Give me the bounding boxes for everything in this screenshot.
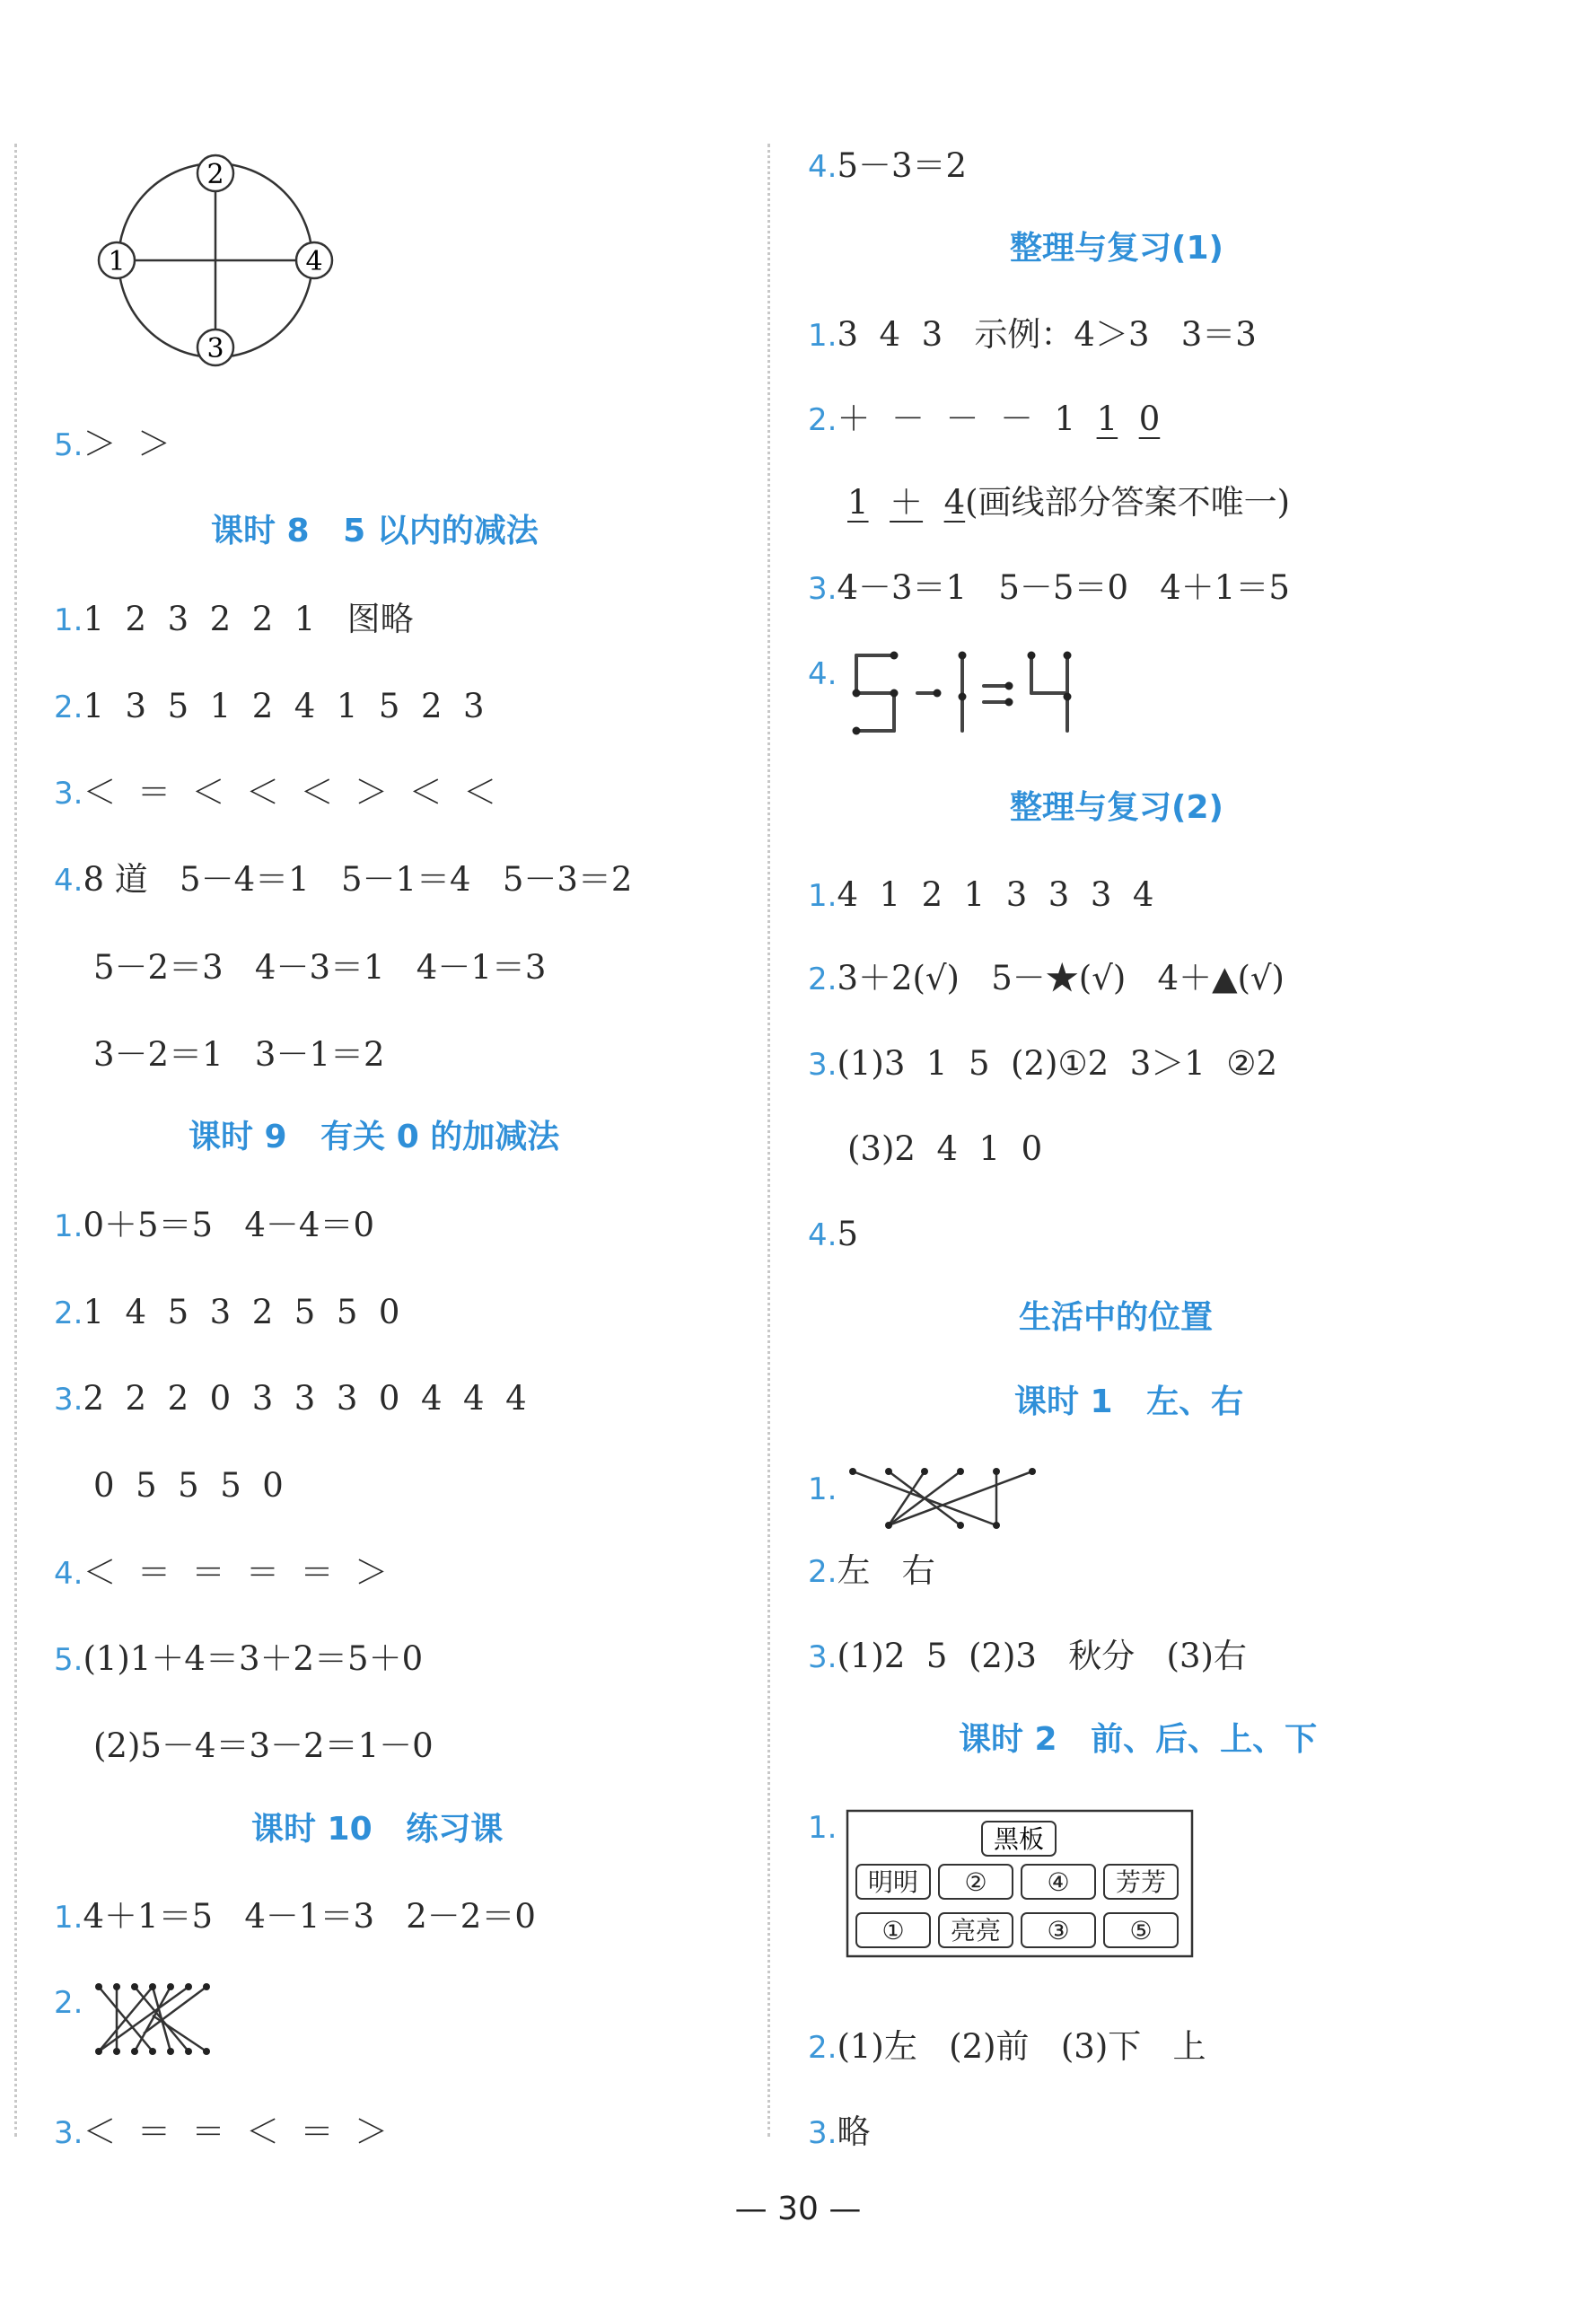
answer-line: 4.5－3＝2 bbox=[808, 146, 968, 185]
svg-text:3: 3 bbox=[206, 333, 224, 364]
circle-diagram bbox=[94, 148, 390, 382]
svg-text:黑板: 黑板 bbox=[993, 1824, 1045, 1854]
answer-line: 3.4－3＝1 5－5＝0 4＋1＝5 bbox=[808, 568, 1290, 607]
seat-label: ③ bbox=[1047, 1916, 1070, 1945]
answer-line: (3)2 4 1 0 bbox=[847, 1129, 1043, 1168]
answer-line: 3－2＝1 3－1＝2 bbox=[93, 1035, 385, 1074]
lesson-2-title: 课时 2 前、后、上、下 bbox=[959, 1721, 1318, 1758]
seat-label: ① bbox=[881, 1916, 905, 1945]
node-3 bbox=[197, 329, 233, 365]
answer-line: 2.1 3 5 1 2 4 1 5 2 3 bbox=[54, 687, 485, 725]
answer-line: 1.3 4 3 示例：4＞3 3＝3 bbox=[808, 315, 1257, 354]
answer-line: 2.左 右 bbox=[808, 1551, 935, 1590]
answer-line: 1.0＋5＝5 4－4＝0 bbox=[54, 1206, 374, 1244]
answer-line: 3.(1)3 1 5 (2)①2 3＞1 ②2 bbox=[808, 1044, 1278, 1083]
column-divider-left bbox=[14, 144, 17, 2137]
crossing-lines-figure bbox=[844, 1459, 1059, 1540]
seat-label: ④ bbox=[1047, 1867, 1070, 1897]
matchstick-equation-figure bbox=[847, 646, 1117, 745]
seat-label: 亮亮 bbox=[950, 1916, 1002, 1945]
review-1-title: 整理与复习(1) bbox=[1010, 230, 1223, 267]
answer-line: 5.(1)1＋4＝3＋2＝5＋0 bbox=[54, 1639, 424, 1678]
answer-line: 4. bbox=[808, 656, 837, 692]
node-2 bbox=[197, 155, 233, 191]
lesson-8-title: 课时 8 5 以内的减法 bbox=[211, 513, 539, 549]
answer-line: 1.1 2 3 2 2 1 图略 bbox=[54, 600, 414, 638]
node-4 bbox=[296, 242, 332, 278]
svg-text:2: 2 bbox=[206, 159, 224, 190]
svg-text:1: 1 bbox=[108, 246, 126, 277]
svg-text:4: 4 bbox=[305, 246, 323, 277]
answer-line: 1.4＋1＝5 4－1＝3 2－2＝0 bbox=[54, 1897, 536, 1936]
answer-line: 3.＜ ＝ ＝ ＜ ＝ ＞ bbox=[54, 2112, 389, 2151]
blackboard-label bbox=[982, 1822, 1056, 1856]
answer-line: 1.4 1 2 1 3 3 3 4 bbox=[808, 875, 1154, 914]
seat-chart bbox=[846, 1809, 1196, 1962]
lesson-1-title: 课时 1 左、右 bbox=[1014, 1383, 1244, 1420]
answer-line: 2.＋ － － － 1 1 0 bbox=[808, 400, 1161, 438]
seat-label: ② bbox=[964, 1867, 987, 1897]
review-2-title: 整理与复习(2) bbox=[1010, 789, 1223, 826]
answer-line: 1. bbox=[808, 1471, 837, 1507]
lesson-10-title: 课时 10 练习课 bbox=[251, 1811, 504, 1848]
answer-line: 3.2 2 2 0 3 3 3 0 4 4 4 bbox=[54, 1379, 527, 1418]
right-column bbox=[808, 144, 1526, 2151]
seat-label: 芳芳 bbox=[1115, 1867, 1167, 1897]
node-1 bbox=[99, 242, 135, 278]
answer-line: 0 5 5 5 0 bbox=[93, 1466, 284, 1505]
answer-line: 3.略 bbox=[808, 2112, 871, 2151]
answer-line: 2.1 4 5 3 2 5 5 0 bbox=[54, 1293, 400, 1331]
answer-line: 5.＞ ＞ bbox=[54, 425, 171, 463]
left-column bbox=[54, 144, 745, 2151]
matching-lines-figure bbox=[90, 1971, 233, 2069]
answer-line: 5－2＝3 4－3＝1 4－1＝3 bbox=[93, 948, 547, 987]
lesson-9-title: 课时 9 有关 0 的加减法 bbox=[189, 1119, 560, 1155]
page-number: — 30 — bbox=[734, 2191, 862, 2227]
answer-line: 4.8 道 5－4＝1 5－1＝4 5－3＝2 bbox=[54, 860, 633, 899]
column-divider-middle bbox=[767, 144, 770, 2137]
unit-title: 生活中的位置 bbox=[1019, 1299, 1214, 1336]
answer-line: 4.5 bbox=[808, 1215, 858, 1253]
answer-line: 3.＜ ＝ ＜ ＜ ＜ ＞ ＜ ＜ bbox=[54, 773, 497, 812]
answer-line: 3.(1)2 5 (2)3 秋分 (3)右 bbox=[808, 1637, 1247, 1675]
answer-line: 1. bbox=[808, 1810, 837, 1846]
answer-line: (2)5－4＝3－2＝1－0 bbox=[93, 1726, 434, 1765]
answer-line: 2.3＋2(√) 5－★(√) 4＋▲(√) bbox=[808, 959, 1285, 997]
answer-line: 2.(1)左 (2)前 (3)下 上 bbox=[808, 2027, 1206, 2066]
answer-line: 4.＜ ＝ ＝ ＝ ＝ ＞ bbox=[54, 1553, 389, 1592]
answer-line: 2. bbox=[54, 1985, 83, 2021]
seat-label: 明明 bbox=[867, 1867, 919, 1897]
answer-line: 1 ＋ 4(画线部分答案不唯一) bbox=[847, 483, 1291, 522]
seat-label: ⑤ bbox=[1129, 1916, 1153, 1945]
